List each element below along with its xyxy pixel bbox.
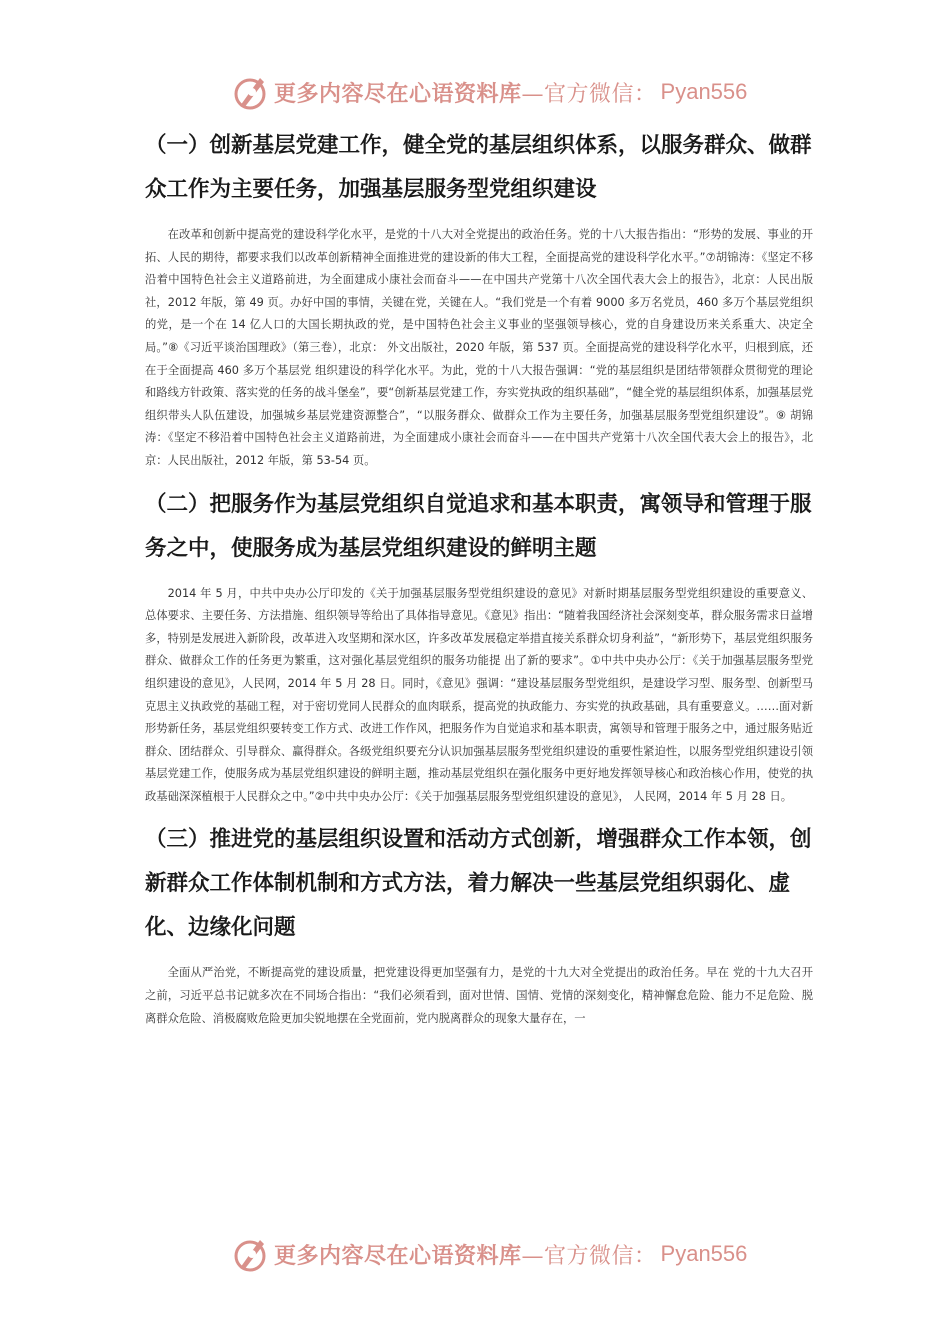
section-3-heading: （三）推进党的基层组织设置和活动方式创新，增强群众工作本领，创新群众工作体制机制和方式方法，着力解决一些基层党组织弱化、虚化、边缘化问题 bbox=[145, 827, 812, 941]
section-3-paragraph: 全面从严治党，不断提高党的建设质量，把党建设得更加坚强有力，是党的十九大对全党提出的政治任务。早在 党的十九大召开之前，习近平总书记就多次在不同场合指出：“我们必须看到，面对世情、国情、党情的深刻变化，精神懈怠危险、能力不足危险、脱离群众危险、消极腐败危险更加尖锐地摆在全党面前，党内脱离群众的现象大量存在，一 bbox=[145, 966, 813, 1025]
watermark-text-suffix: —官方微信： bbox=[521, 1243, 657, 1269]
section-1-heading: （一）创新基层党建工作，健全党的基层组织体系，以服务群众、做群众工作为主要任务，加强基层服务型党组织建设 bbox=[145, 133, 812, 202]
document-body bbox=[145, 124, 813, 1030]
quill-logo-icon bbox=[230, 72, 270, 112]
section-2-heading: （二）把服务作为基层党组织自觉追求和基本职责，寓领导和管理于服务之中，使服务成为基层党组织建设的鲜明主题 bbox=[145, 491, 812, 561]
section-2-paragraph: 2014 年 5 月，中共中央办公厅印发的《关于加强基层服务型党组织建设的意见》对新时期基层服务型党组织建设的重要意义、总体要求、主要任务、方法措施、组织领导等给出了具体指导意见。《意见》指出：“随着我国经济社会深刻变革，群众服务需求日益增多，特别是发展进入新阶段，改革进入攻坚期和深水区，许多改革发展稳定举措直接关系群众切身利益”，“新形势下，基层党组织服务群众、做群众工作的任务更为繁重，这对强化基层党组织的服务功能提 出了新的要求”。①中共中央办公厅：《关于加强基层服务型党组织建设的意见》，人民网，2014 年 5 月 28 日。同时，《意见》强调：“建设基层服务型党组织，是建设学习型、服务型、创新型马克思主义执政党的基础工程，对于密切党同人民群众的血肉联系，提高党的执政能力、夯实党的执政基础，具有重要意义。……面对新形势新任务，基层党组织要转变工作方式、改进工作作风，把服务作为自觉追求和基本职责，寓领导和管理于服务之中，通过服务贴近群众、团结群众、引导群众、赢得群众。各级党组织要充分认识加强基层服务型党组织建设的重要性紧迫性，以服务型党组织建设引领基层党建工作，使服务成为基层党组织建设的鲜明主题，推动基层党组织在强化服务中更好地发挥领导核心和政治核心作用，使党的执政基础深深植根于人民群众之中。”②中共中央办公厅：《关于加强基层服务型党组织建设的意见》， 人民网，2014 年 5 月 28 日。 bbox=[145, 586, 813, 803]
watermark-wechat-id: Pyan556 bbox=[660, 1241, 748, 1266]
watermark-text: 更多内容尽在心语资料库 bbox=[274, 80, 522, 107]
watermark-text: 更多内容尽在心语资料库 bbox=[274, 1242, 522, 1269]
watermark-text-suffix: —官方微信： bbox=[521, 81, 657, 107]
watermark-wechat-id: Pyan556 bbox=[660, 79, 748, 104]
watermark-banner-bottom bbox=[230, 1232, 747, 1276]
watermark-banner-top bbox=[230, 70, 747, 114]
quill-logo-icon bbox=[230, 1234, 270, 1274]
section-1-paragraph: 在改革和创新中提高党的建设科学化水平，是党的十八大对全党提出的政治任务。党的十八大报告指出：“形势的发展、事业的开拓、人民的期待，都要求我们以改革创新精神全面推进党的建设新的伟大工程，全面提高党的建设科学化水平。”⑦胡锦涛：《坚定不移沿着中国特色社会主义道路前进，为全面建成小康社会而奋斗——在中国共产党第十八次全国代表大会上的报告》，北京：人民出版社，2012 年版，第 49 页。办好中国的事情，关键在党，关键在人。“我们党是一个有着 9000 多万名党员，460 多万个基层党组织的党，是一个在 14 亿人口的大国长期执政的党，是中国特色社会主义事业的坚强领导核心，党的自身建设历来关系重大、决定全局。”⑧《习近平谈治国理政》（第三卷），北京： 外文出版社，2020 年版，第 537 页。全面提高党的建设科学化水平，归根到底，还在于全面提高 460 多万个基层党 组织建设的科学化水平。为此，党的十八大报告强调：“党的基层组织是团结带领群众贯彻党的理论和路线方针政策、落实党的任务的战斗堡垒”，要“创新基层党建工作，夯实党执政的组织基础”，“健全党的基层组织体系，加强基层党组织带头人队伍建设，加强城乡基层党建资源整合”，“以服务群众、做群众工作为主要任务，加强基层服务型党组织建设”。⑨ 胡锦涛：《坚定不移沿着中国特色社会主义道路前进，为全面建成小康社会而奋斗——在中国共产党第十八次全国代表大会上的报告》，北京：人民出版社，2012 年版，第 53-54 页。 bbox=[145, 228, 813, 467]
